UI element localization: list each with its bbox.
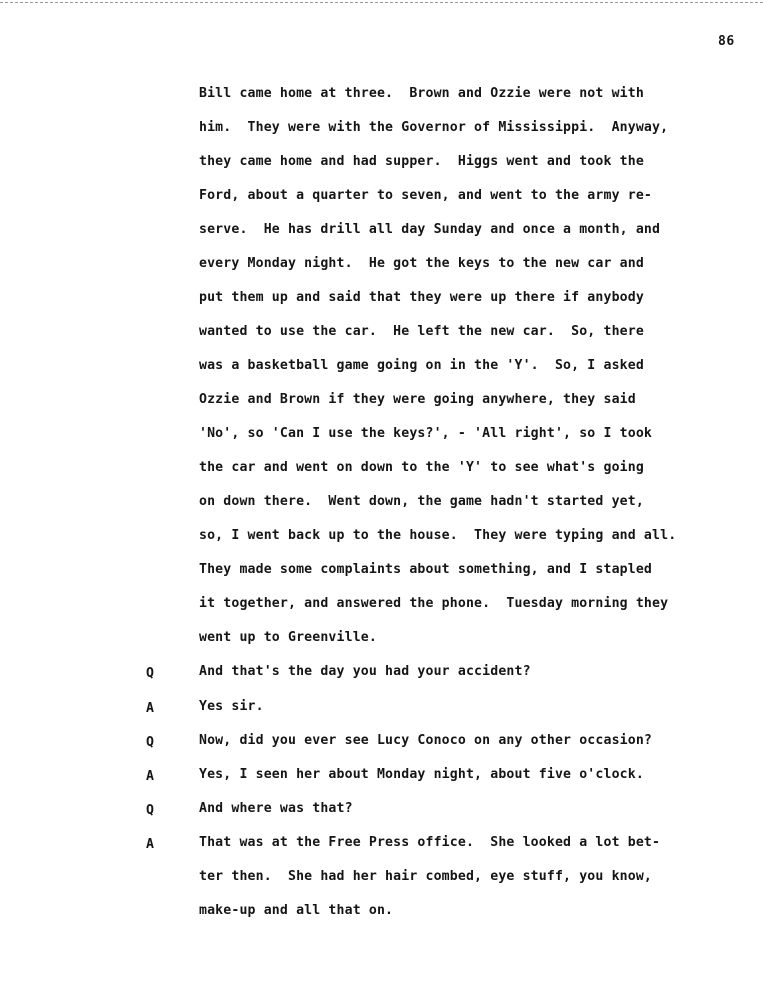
answer-text: Yes sir. [199,699,264,714]
narrative-line: serve. He has drill all day Sunday and once a month, and [199,222,661,237]
question-text: Now, did you ever see Lucy Conoco on any other occasion? [199,733,653,748]
narrative-line: him. They were with the Governor of Mississippi. Anyway, [199,120,669,135]
narrative-line: the car and went on down to the 'Y' to see what's going [199,460,644,475]
narrative-line: went up to Greenville. [199,630,377,645]
speaker-label-answer: A [146,769,154,784]
speaker-label-answer: A [146,837,154,852]
answer-text: ter then. She had her hair combed, eye stuff, you know, [199,869,653,884]
answer-text: make-up and all that on. [199,903,394,918]
narrative-line: put them up and said that they were up there if anybody [199,290,644,305]
narrative-line: wanted to use the car. He left the new car. So, there [199,324,644,339]
narrative-line: was a basketball game going on in the 'Y'. So, I asked [199,358,644,373]
narrative-line: every Monday night. He got the keys to the new car and [199,256,644,271]
narrative-line: Ford, about a quarter to seven, and went to the army re- [199,188,653,203]
narrative-line: they came home and had supper. Higgs went and took the [199,154,644,169]
question-text: And that's the day you had your accident? [199,664,531,679]
speaker-label-question: Q [146,666,154,681]
speaker-label-answer: A [146,701,154,716]
narrative-line: so, I went back up to the house. They were typing and all. [199,528,677,543]
narrative-line: 'No', so 'Can I use the keys?', - 'All right', so I took [199,426,653,441]
top-dashed-rule [0,2,763,3]
answer-text: That was at the Free Press office. She looked a lot bet- [199,835,661,850]
speaker-label-question: Q [146,803,154,818]
question-text: And where was that? [199,801,353,816]
narrative-line: it together, and answered the phone. Tuesday morning they [199,596,669,611]
speaker-label-question: Q [146,735,154,750]
narrative-line: They made some complaints about something, and I stapled [199,562,653,577]
narrative-line: Ozzie and Brown if they were going anywhere, they said [199,392,636,407]
narrative-line: on down there. Went down, the game hadn't started yet, [199,494,644,509]
answer-text: Yes, I seen her about Monday night, about five o'clock. [199,767,644,782]
narrative-line: Bill came home at three. Brown and Ozzie were not with [199,86,644,101]
page-number: 86 [718,34,735,49]
